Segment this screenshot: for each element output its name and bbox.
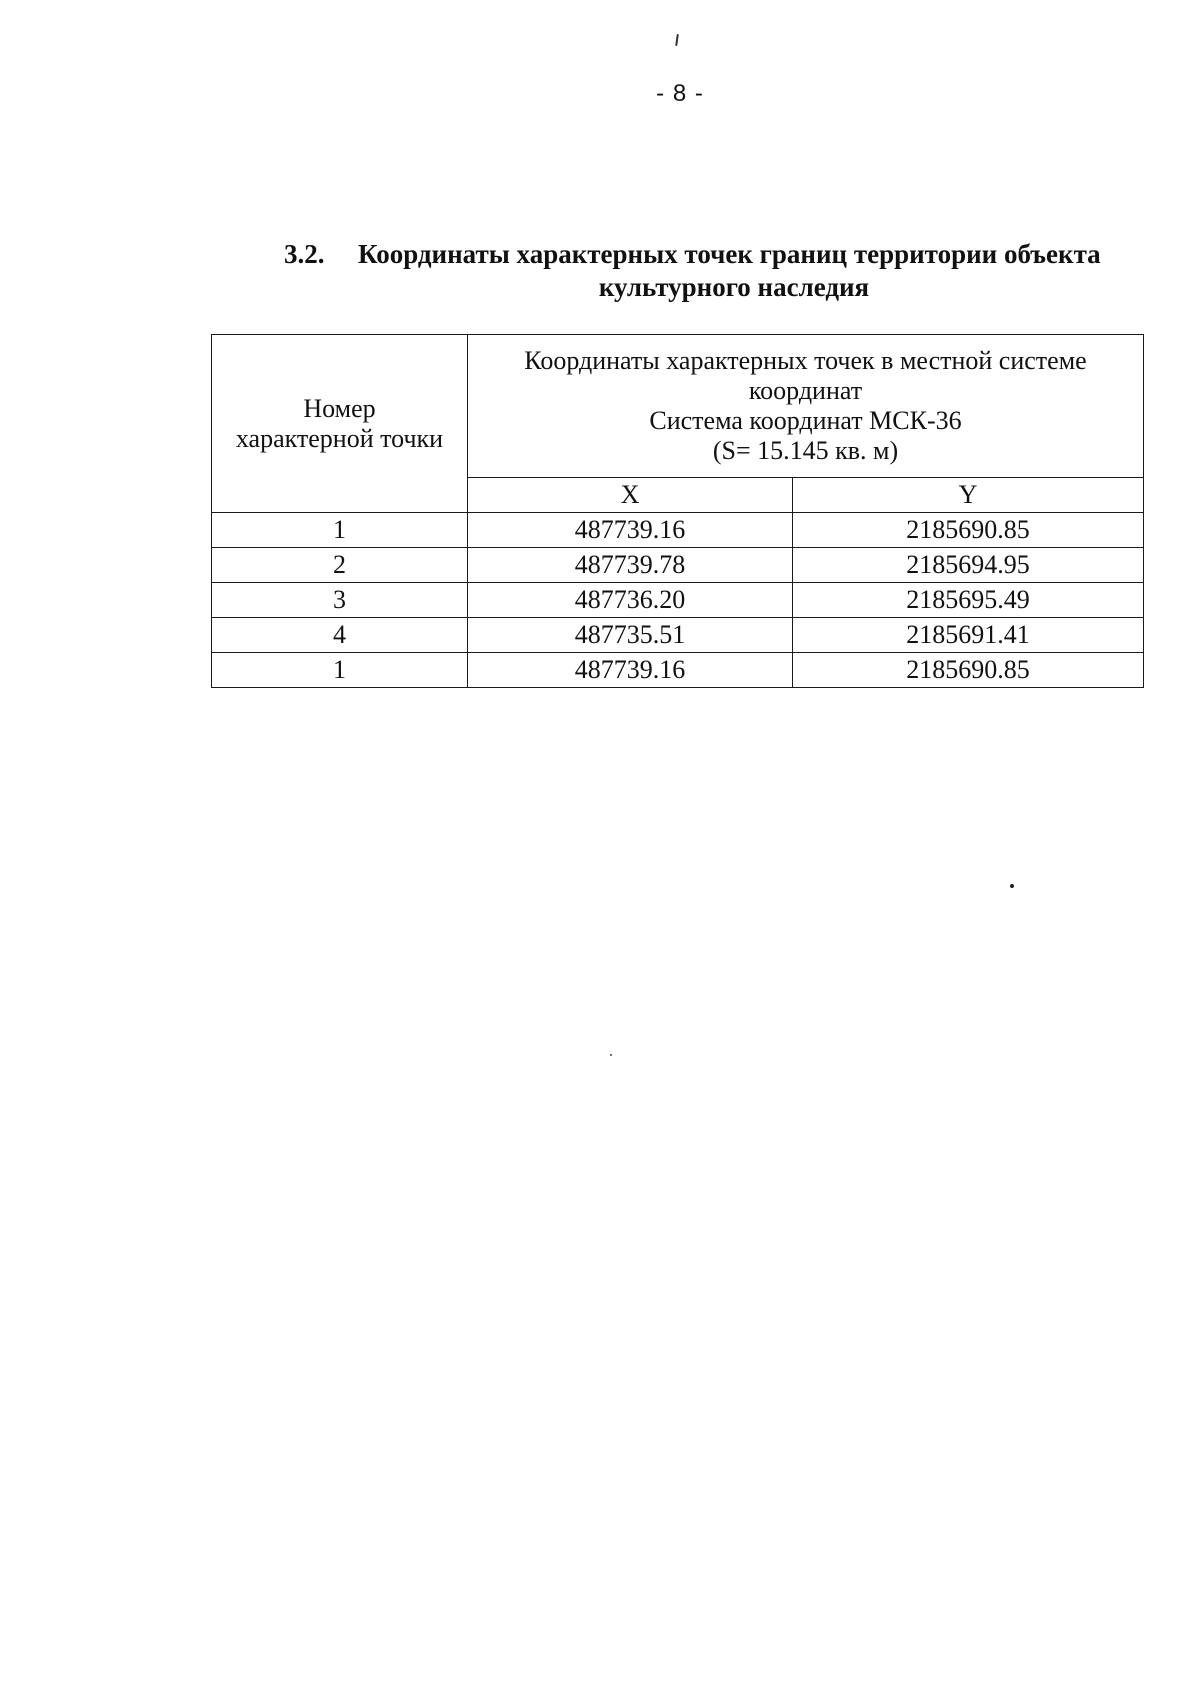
scan-speck: [610, 1054, 612, 1056]
table-header-row: [212, 335, 1144, 478]
coordinates-header-line-4: (S= 15.145 кв. м): [712, 436, 899, 465]
point-number-cell: 4: [212, 618, 468, 653]
coordinates-table: [211, 334, 1144, 688]
x-coordinate-cell: 487739.16: [468, 653, 793, 688]
point-number-cell: 1: [212, 513, 468, 548]
page-number: - 8 -: [656, 80, 704, 107]
table-row: [212, 513, 1144, 548]
scan-speck: [675, 34, 679, 46]
y-coordinate-cell: 2185694.95: [793, 548, 1144, 583]
table-row: [212, 653, 1144, 688]
y-column-header: Y: [793, 478, 1144, 513]
x-column-header: X: [468, 478, 793, 513]
x-coordinate-cell: 487739.78: [468, 548, 793, 583]
section-title-line-1: Координаты характерных точек границ территории объекта: [358, 239, 1101, 269]
x-coordinate-cell: 487736.20: [468, 583, 793, 618]
section-heading: [284, 238, 1144, 304]
point-number-cell: 2: [212, 548, 468, 583]
point-number-cell: 3: [212, 583, 468, 618]
coordinates-header: [468, 335, 1144, 478]
y-coordinate-cell: 2185691.41: [793, 618, 1144, 653]
y-coordinate-cell: 2185690.85: [793, 653, 1144, 688]
section-title-line-2: культурного наследия: [598, 272, 870, 302]
scan-speck: [1010, 884, 1014, 888]
y-coordinate-cell: 2185690.85: [793, 513, 1144, 548]
table-row: [212, 583, 1144, 618]
table-row: [212, 548, 1144, 583]
point-number-header-line-1: Номер: [303, 393, 376, 423]
coordinates-header-line-1: Координаты характерных точек в местной системе: [524, 346, 1087, 375]
point-number-header: [212, 335, 468, 513]
point-number-header-line-2: характерной точки: [235, 423, 444, 453]
heading-line-1: [284, 238, 1144, 271]
coordinates-header-line-3: Система координат МСК-36: [649, 406, 962, 435]
x-coordinate-cell: 487739.16: [468, 513, 793, 548]
coordinates-header-line-2: координат: [748, 376, 863, 405]
point-number-cell: 1: [212, 653, 468, 688]
y-coordinate-cell: 2185695.49: [793, 583, 1144, 618]
x-coordinate-cell: 487735.51: [468, 618, 793, 653]
table-row: [212, 618, 1144, 653]
section-number: 3.2.: [284, 239, 325, 269]
